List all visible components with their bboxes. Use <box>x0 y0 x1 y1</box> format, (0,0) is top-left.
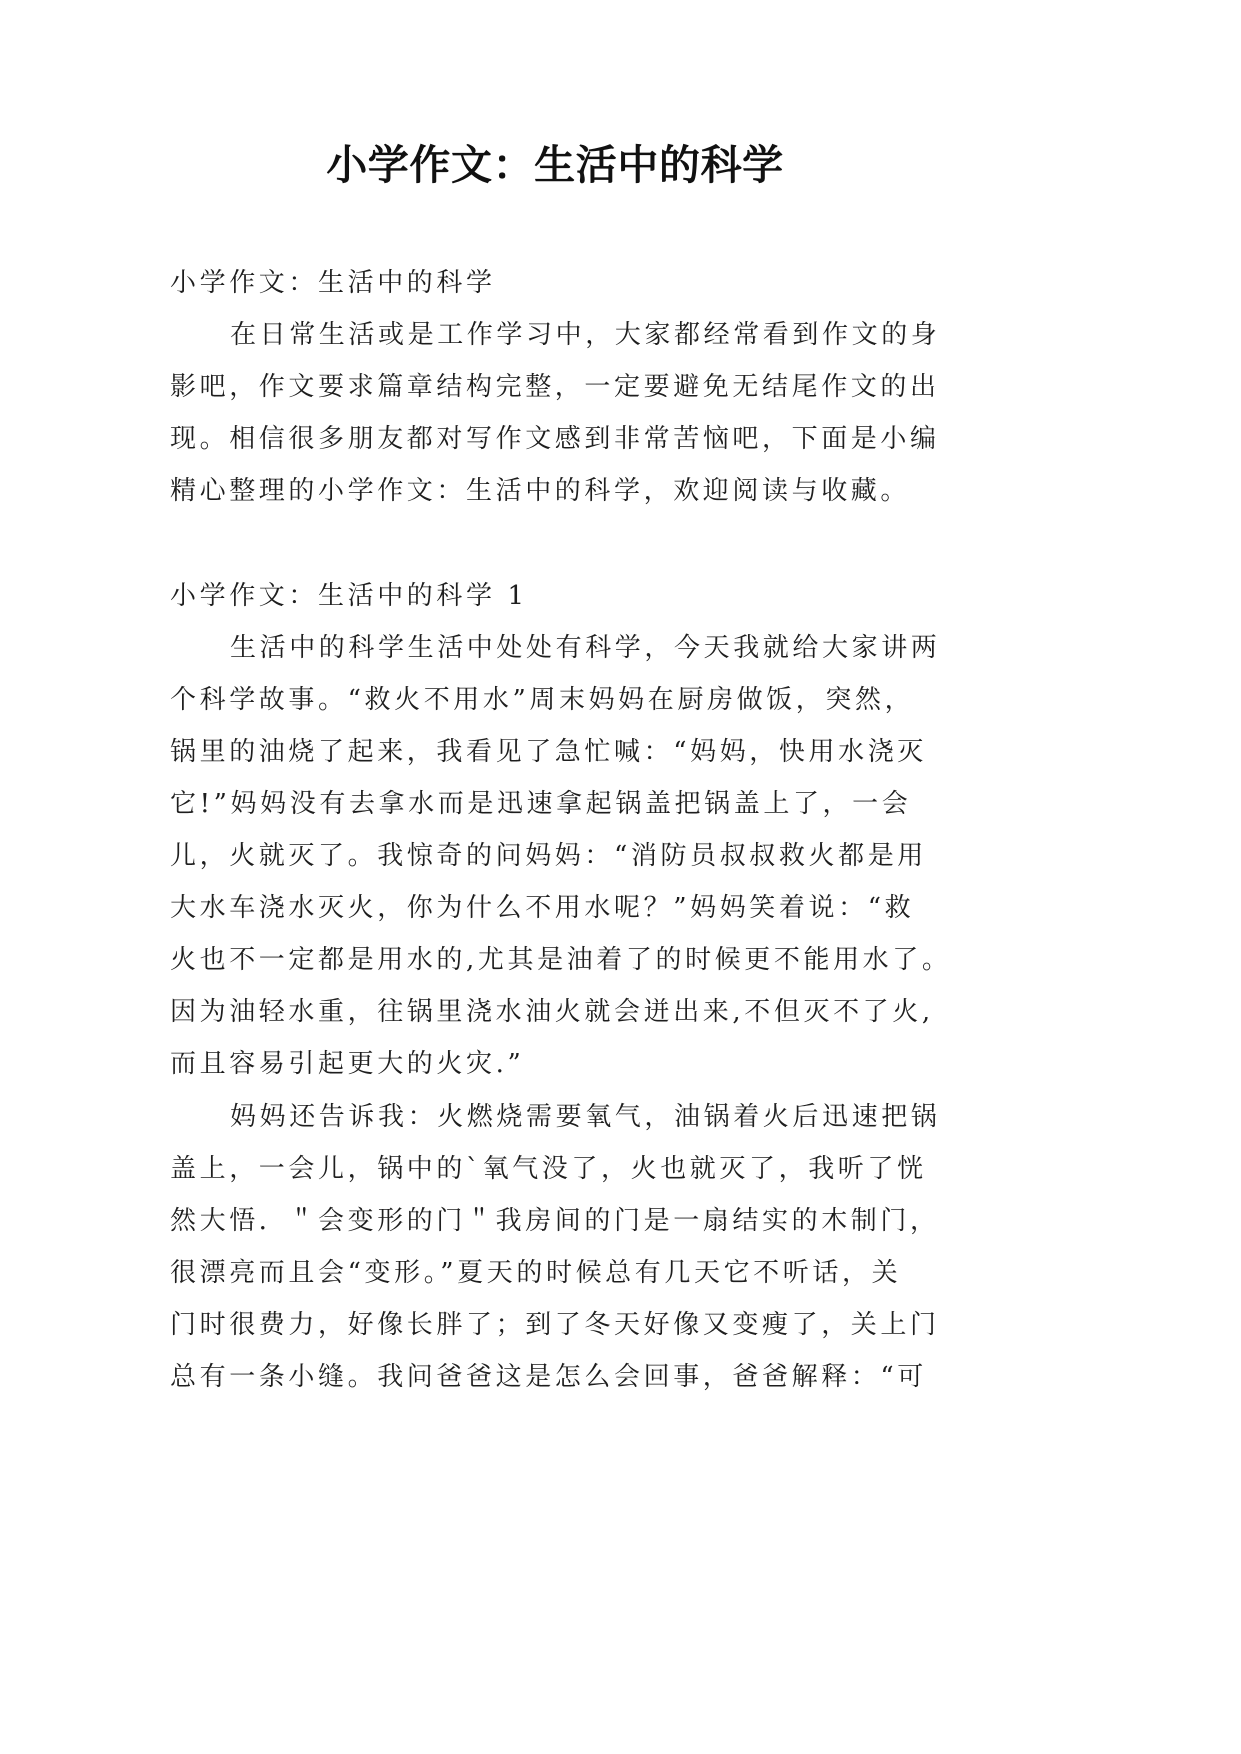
paragraph <box>170 622 990 1091</box>
paragraph-line: 总有一条小缝。我问爸爸这是怎么会回事，爸爸解释：“可 <box>170 1361 927 1392</box>
paragraph-line: 因为油轻水重，往锅里浇水油火就会迸出来,不但灭不了火, <box>170 997 934 1028</box>
section-intro <box>170 257 990 517</box>
paragraph-line: 很漂亮而且会“变形。”夏天的时候总有几天它不听话，关 <box>170 1257 902 1288</box>
paragraph-line: 妈妈还告诉我：火燃烧需要氧气，油锅着火后迅速把锅 <box>230 1101 941 1132</box>
section-heading: 小学作文：生活中的科学 1 <box>170 580 528 611</box>
paragraph-line: 现。相信很多朋友都对写作文感到非常苦恼吧，下面是小编 <box>170 424 940 455</box>
paragraph-line: 儿，火就灭了。我惊奇的问妈妈：“消防员叔叔救火都是用 <box>170 841 927 872</box>
paragraph-line: 在日常生活或是工作学习中，大家都经常看到作文的身 <box>230 320 941 351</box>
section-essay-1 <box>170 570 990 1404</box>
paragraph <box>170 1091 990 1404</box>
page-title: 小学作文：生活中的科学 <box>326 141 784 189</box>
paragraph-line: 盖上，一会儿，锅中的`氧气没了，火也就灭了，我听了恍 <box>170 1153 927 1184</box>
paragraph-line: 个科学故事。“救火不用水”周末妈妈在厨房做饭，突然， <box>170 684 915 715</box>
section-heading: 小学作文：生活中的科学 <box>170 268 496 298</box>
paragraph-line: 它!”妈妈没有去拿水而是迅速拿起锅盖把锅盖上了，一会 <box>170 788 912 819</box>
paragraph-line: 锅里的油烧了起来，我看见了急忙喊：“妈妈，快用水浇灭 <box>170 736 927 767</box>
paragraph-line: 火也不一定都是用水的,尤其是油着了的时候更不能用水了。 <box>170 945 952 976</box>
paragraph-line: 精心整理的小学作文：生活中的科学，欢迎阅读与收藏。 <box>170 476 911 507</box>
paragraph-line: 门时很费力，好像长胖了；到了冬天好像又变瘦了，关上门 <box>170 1309 940 1340</box>
paragraph-line: 然大悟．＂会变形的门＂我房间的门是一扇结实的木制门， <box>170 1205 940 1236</box>
paragraph-line: 生活中的科学生活中处处有科学，今天我就给大家讲两 <box>230 632 941 663</box>
paragraph-line: 影吧，作文要求篇章结构完整，一定要避免无结尾作文的出 <box>170 372 940 403</box>
document-body <box>170 257 990 1403</box>
paragraph-line: 而且容易引起更大的火灾.” <box>170 1049 525 1080</box>
paragraph <box>170 309 990 517</box>
paragraph-line: 大水车浇水灭火，你为什么不用水呢？”妈妈笑着说：“救 <box>170 893 915 924</box>
